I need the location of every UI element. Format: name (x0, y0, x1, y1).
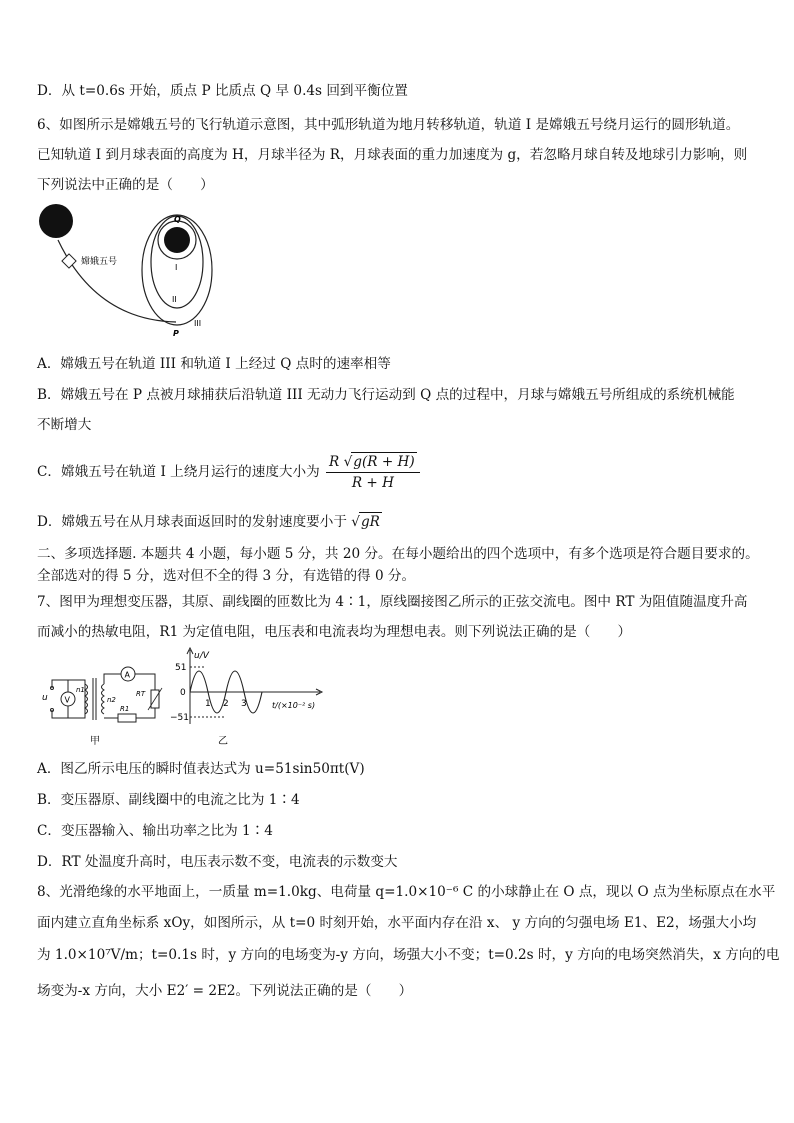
q8-stem-line4: 场变为-x 方向，大小 E2′ = 2E2。下列说法正确的是（ ） (37, 983, 413, 999)
q7-stem-line1: 7、图甲为理想变压器，其原、副线圈的匝数比为 4∶1，原线圈接图乙所示的正弦交流电。图中 RT 为阻值随温度升高 (37, 594, 748, 610)
ammeter-label: A (124, 670, 130, 680)
voltmeter-label: V (64, 695, 70, 705)
orbit-2-label: II (172, 295, 177, 304)
q7-stem-line2: 而减小的热敏电阻，R1 为定值电阻，电压表和电流表均为理想电表。则下列说法正确的是（ ） (37, 624, 632, 640)
x-tick-2: 2 (223, 699, 229, 709)
r1-label: R1 (120, 705, 130, 713)
q6-option-c (37, 452, 420, 492)
q6-option-b-line2: 不断增大 (37, 417, 92, 433)
rt-label: RT (136, 690, 146, 698)
earth-icon (39, 204, 73, 238)
x-tick-3: 3 (241, 699, 247, 709)
q8-stem-line3: 为 1.0×10⁷V/m；t=0.1s 时，y 方向的电场变为-y 方向，场强大小不变；t=0.2s 时，y 方向的电场突然消失，x 方向的电 (37, 947, 780, 963)
figure-yi-label: 乙 (218, 736, 228, 747)
resistor-r1 (118, 714, 136, 722)
point-p-label: P (173, 329, 179, 338)
probe-icon (62, 254, 76, 268)
q5-option-d: D．从 t=0.6s 开始，质点 P 比质点 Q 早 0.4s 回到平衡位置 (37, 83, 408, 99)
q6-option-a: A．嫦娥五号在轨道 III 和轨道 I 上经过 Q 点时的速率相等 (37, 356, 391, 372)
q7-option-c: C．变压器输入、输出功率之比为 1∶4 (37, 823, 273, 839)
q7-option-d: D．RT 处温度升高时，电压表示数不变，电流表的示数变大 (37, 854, 398, 870)
figure-jia-label: 甲 (90, 736, 100, 747)
x-tick-1: 1 (205, 699, 211, 709)
speed-formula: $\frac{R √g(R + H)}{R + H}$ (326, 452, 420, 492)
orbit-1-label: I (175, 263, 178, 272)
probe-label: 嫦娥五号 (81, 257, 118, 267)
input-u-label: u (42, 693, 48, 703)
formula-numerator-sqrt: g(R + H) (353, 454, 415, 470)
q6-stem-line3: 下列说法中正确的是（ ） (37, 177, 214, 193)
x-axis-label: t/(×10⁻² s) (272, 701, 316, 710)
q7-option-b: B．变压器原、副线圈中的电流之比为 1∶4 (37, 792, 300, 808)
section-2-line1: 二、多项选择题. 本题共 4 小题，每小题 5 分，共 20 分。在每小题给出的四个选项中，有多个选项是符合题目要求的。 (37, 546, 759, 562)
orbit-3-label: III (194, 319, 202, 328)
section-2-line2: 全部选对的得 5 分，选对但不全的得 3 分，有选错的得 0 分。 (37, 568, 416, 584)
q6-option-b-line1: B．嫦娥五号在 P 点被月球捕获后沿轨道 III 无动力飞行运动到 Q 点的过程中，月球与嫦娥五号所组成的系统机械能 (37, 387, 735, 403)
moon-icon (164, 227, 190, 253)
q6-stem-line1: 6、如图所示是嫦娥五号的飞行轨道示意图，其中弧形轨道为地月转移轨道，轨道 I 是嫦娥五号绕月运行的圆形轨道。 (37, 117, 740, 133)
q6-option-d: D．嫦娥五号在从月球表面返回时的发射速度要小于 √gR (37, 514, 380, 530)
n1-label: n1 (76, 686, 85, 694)
transfer-orbit (58, 240, 176, 322)
n2-label: n2 (107, 696, 116, 704)
q6-option-d-text: D．嫦娥五号在从月球表面返回时的发射速度要小于 (37, 514, 347, 530)
q6-option-c-text: C．嫦娥五号在轨道 I 上绕月运行的速度大小为 (37, 464, 320, 480)
y-max-label: 51 (175, 663, 187, 673)
orbit-diagram (36, 200, 226, 350)
y-zero-label: 0 (180, 688, 186, 698)
launch-speed-sqrt: gR (360, 514, 380, 530)
y-min-label: −51 (170, 713, 189, 723)
voltage-graph (170, 644, 330, 752)
formula-denominator: R + H (351, 475, 394, 491)
transformer-circuit (40, 660, 170, 750)
q8-stem-line1: 8、光滑绝缘的水平地面上，一质量 m=1.0kg、电荷量 q=1.0×10⁻⁶ C 的小球静止在 O 点，现以 O 点为坐标原点在水平 (37, 884, 776, 900)
q7-option-a: A．图乙所示电压的瞬时值表达式为 u=51sin50πt(V) (37, 761, 365, 777)
y-axis-label: u/V (194, 651, 209, 661)
point-q-label: Q (174, 215, 181, 224)
q6-stem-line2: 已知轨道 I 到月球表面的高度为 H，月球半径为 R，月球表面的重力加速度为 g，若忽略月球自转及地球引力影响，则 (37, 147, 748, 163)
formula-numerator-r: R (329, 454, 340, 470)
q8-stem-line2: 面内建立直角坐标系 xOy，如图所示，从 t=0 时刻开始，水平面内存在沿 x、 y 方向的匀强电场 E1、E2，场强大小均 (37, 915, 757, 931)
